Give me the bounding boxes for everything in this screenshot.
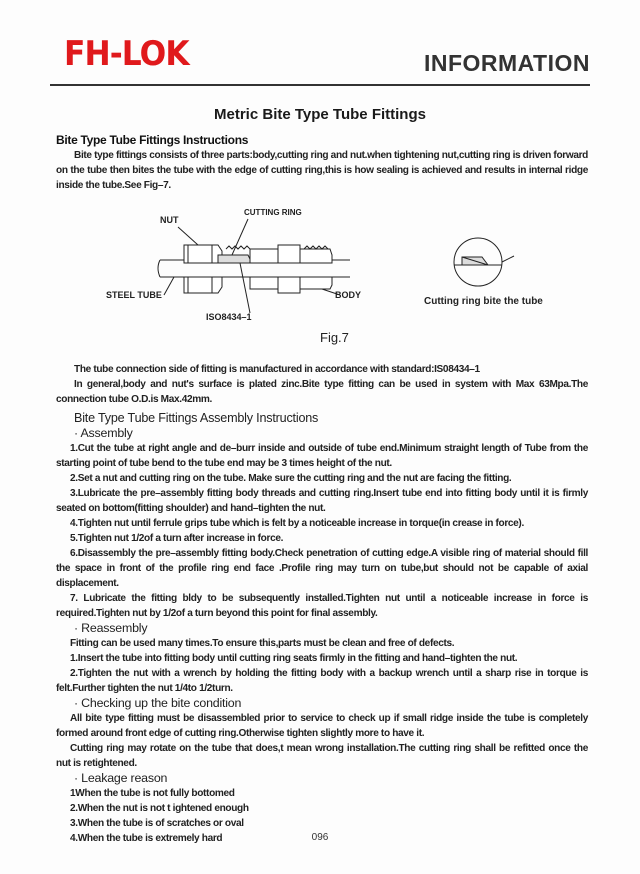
- reassembly-step: 1.Insert the tube into fitting body until cutting ring seats firmly in the fitting and hand–tighten the nut.: [70, 653, 518, 664]
- checking-paragraph: Cutting ring may rotate on the tube that does,t mean wrong installation.The cutting ring shall be refitted once the nut is retightened.: [56, 743, 588, 769]
- assembly-step: 5.Tighten nut 1/2of a turn after increase in force.: [70, 533, 284, 544]
- page-number: 096: [311, 832, 329, 843]
- label-steel-tube: STEEL TUBE: [106, 290, 162, 300]
- section-heading: Bite Type Tube Fittings Instructions: [56, 133, 249, 147]
- leakage-item: 3.When the tube is of scratches or oval: [70, 818, 244, 829]
- header-rule: [50, 84, 590, 86]
- leakage-bullet: · Leakage reason: [74, 771, 168, 785]
- assembly-step: 4.Tighten nut until ferrule grips tube which is felt by a noticeable increase in torque(in crease in force).: [70, 518, 524, 529]
- reassembly-step: 2.Tighten the nut with a wrench by holding the fitting body with a backup wrench until a sharp rise in torque is felt.Further tighten the nut 1/4to 1/2turn.: [56, 668, 588, 694]
- standard-line-1: The tube connection side of fitting is manufactured in accordance with standard:IS08434–1: [74, 364, 480, 375]
- assembly-step: 2.Set a nut and cutting ring on the tube. Make sure the cutting ring and the nut are facing the fitting.: [70, 473, 512, 484]
- page-title: Metric Bite Type Tube Fittings: [214, 106, 426, 123]
- label-nut: NUT: [160, 215, 179, 225]
- standard-line-2: In general,body and nut's surface is plated zinc.Bite type fitting can be used in system with Max 63Mpa.The connection tube O.D.is Max.42mm.: [56, 379, 588, 405]
- section-assembly: [56, 411, 588, 846]
- assembly-step: 3.Lubricate the pre–assembly fitting body threads and cutting ring.Insert tube end into fitting body until it is firmly seated on bottom(fitting shoulder) and hand–tighten the nut.: [56, 488, 588, 514]
- leakage-item: 2.When the nut is not t ightened enough: [70, 803, 249, 814]
- leakage-item: 4.When the tube is extremely hard: [70, 833, 223, 844]
- assembly-step: 1.Cut the tube at right angle and de–burr inside and outside of tube end.Minimum straight length of Tube from the starting point of tube bend to the tube end may be 3 times height of the nut.: [56, 443, 588, 469]
- brand-logo: FH-LOK: [64, 34, 189, 74]
- intro-paragraph: Bite type fittings consists of three parts:body,cutting ring and nut.when tightening nut,cutting ring is driven forward on the tube then bites the tube with the edge of cutting ring,this is how sealing is achieved and results in internal ridge inside the tube.See Fig–7.: [56, 150, 588, 191]
- section-standard: [56, 362, 588, 407]
- bite-detail-diagram: [448, 232, 518, 292]
- assembly-bullet: · Assembly: [74, 426, 133, 440]
- assembly-step: 7. Lubricate the fitting bldy to be subsequently installed.Tighten nut until a noticeable increase in force is required.Tighten nut by 1/2of a turn beyond this point for final assembly.: [56, 593, 588, 619]
- assembly-step: 6.Disassembly the pre–assembly fitting body.Check penetration of cutting edge.A visible ring of material should fill the space in front of the profile ring end face .Profile ring may turn on tube,but should not be capable of axial displacement.: [56, 548, 588, 589]
- label-body: BODY: [335, 290, 362, 300]
- leakage-item: 1When the tube is not fully bottomed: [70, 788, 235, 799]
- checking-paragraph: All bite type fitting must be disassembled prior to service to check up if small ridge inside the tube is completely formed around front edge of cutting ring.Otherwise tighten slightly more to have it.: [56, 713, 588, 739]
- reassembly-intro: Fitting can be used many times.To ensure this,parts must be clean and free of defects.: [70, 638, 455, 649]
- checking-bullet: · Checking up the bite condition: [74, 696, 242, 710]
- reassembly-bullet: · Reassembly: [74, 621, 148, 635]
- label-cutting-ring: CUTTING RING: [244, 208, 302, 217]
- header-title: INFORMATION: [423, 50, 590, 76]
- detail-caption: Cutting ring bite the tube: [424, 296, 543, 307]
- assembly-heading: Bite Type Tube Fittings Assembly Instructions: [74, 411, 319, 425]
- label-iso: ISO8434–1: [206, 312, 252, 322]
- section-instructions: [56, 133, 588, 193]
- figure-caption: Fig.7: [320, 330, 349, 345]
